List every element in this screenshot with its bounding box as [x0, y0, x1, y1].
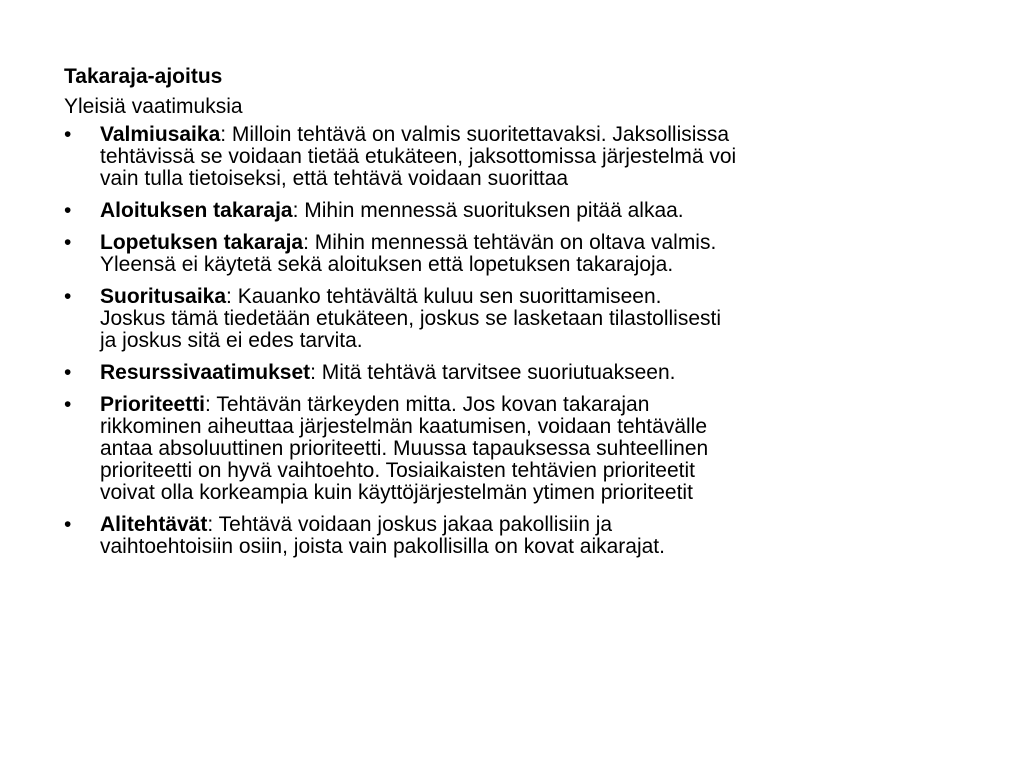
bullet-term: Alitehtävät: [100, 513, 208, 536]
bullet-term: Resurssivaatimukset: [100, 361, 311, 384]
bullet-line: [100, 308, 984, 330]
bullet-line: [100, 460, 984, 482]
bullet-text: Yleensä ei käytetä sekä aloituksen että lopetuksen takarajoja.: [100, 253, 674, 276]
bullet-text: : Mihin mennessä tehtävän on oltava valmis.: [303, 231, 717, 254]
bullet-line: [100, 254, 984, 276]
bullet-line: [100, 124, 984, 146]
bullet-glyph: •: [64, 513, 72, 536]
bullet-line: [100, 514, 984, 536]
slide-subtitle: Yleisiä vaatimuksia: [64, 95, 243, 118]
slide-title: Takaraja-ajoitus: [64, 65, 223, 88]
bullet-list: [64, 124, 984, 558]
bullet-glyph: •: [64, 199, 72, 222]
bullet-line: [100, 482, 984, 504]
bullet-glyph: •: [64, 231, 72, 254]
bullet-glyph: •: [64, 123, 72, 146]
bullet-line: [100, 330, 984, 352]
bullet-line: [100, 362, 984, 384]
bullet-text: : Milloin tehtävä on valmis suoritettavaksi. Jaksollisissa: [220, 123, 730, 146]
bullet-term: Lopetuksen takaraja: [100, 231, 304, 254]
bullet-glyph: •: [64, 285, 72, 308]
bullet-line: [100, 168, 984, 190]
bullet-text: vain tulla tietoiseksi, että tehtävä voidaan suorittaa: [100, 167, 569, 190]
bullet-text: : Mihin mennessä suorituksen pitää alkaa.: [292, 199, 684, 222]
bullet-text: : Tehtävän tärkeyden mitta. Jos kovan takarajan: [205, 393, 650, 416]
bullet-text: ja joskus sitä ei edes tarvita.: [100, 329, 363, 352]
bullet-line: [100, 146, 984, 168]
bullet-text: : Kauanko tehtävältä kuluu sen suorittamiseen.: [226, 285, 662, 308]
bullet-line: [100, 394, 984, 416]
bullet-text: antaa absoluuttinen prioriteetti. Muussa tapauksessa suhteellinen: [100, 437, 709, 460]
bullet-text: tehtävissä se voidaan tietää etukäteen, jaksottomissa järjestelmä voi: [100, 145, 737, 168]
bullet-line: [100, 200, 984, 222]
bullet-line: [100, 232, 984, 254]
bullet-text: prioriteetti on hyvä vaihtoehto. Tosiaikaisten tehtävien prioriteetit: [100, 459, 695, 482]
slide-content: [64, 62, 984, 568]
bullet-line: [100, 438, 984, 460]
bullet-text: rikkominen aiheuttaa järjestelmän kaatumisen, voidaan tehtävälle: [100, 415, 708, 438]
bullet-line: [100, 416, 984, 438]
bullet-glyph: •: [64, 393, 72, 416]
bullet-item: [64, 514, 984, 558]
bullet-term: Aloituksen takaraja: [100, 199, 293, 222]
bullet-text: Joskus tämä tiedetään etukäteen, joskus se lasketaan tilastollisesti: [100, 307, 722, 330]
bullet-item: [64, 286, 984, 352]
bullet-item: [64, 362, 984, 384]
bullet-text: voivat olla korkeampia kuin käyttöjärjestelmän ytimen prioriteetit: [100, 481, 693, 504]
bullet-line: [100, 286, 984, 308]
bullet-text: : Tehtävä voidaan joskus jakaa pakollisiin ja: [207, 513, 613, 536]
bullet-item: [64, 394, 984, 504]
bullet-item: [64, 200, 984, 222]
bullet-glyph: •: [64, 361, 72, 384]
bullet-text: vaihtoehtoisiin osiin, joista vain pakollisilla on kovat aikarajat.: [100, 535, 665, 558]
bullet-line: [100, 536, 984, 558]
bullet-term: Suoritusaika: [100, 285, 227, 308]
bullet-text: : Mitä tehtävä tarvitsee suoriutuakseen.: [310, 361, 676, 384]
bullet-term: Valmiusaika: [100, 123, 221, 146]
bullet-item: [64, 124, 984, 190]
bullet-term: Prioriteetti: [100, 393, 206, 416]
bullet-item: [64, 232, 984, 276]
